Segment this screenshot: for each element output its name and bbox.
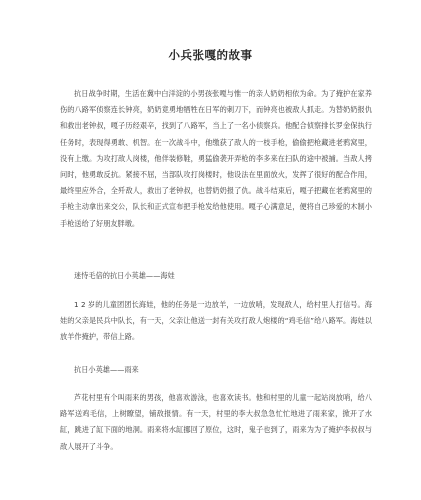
paragraph-zhang-ga-story: 抗日战争时期，生活在冀中白洋淀的小男孩张嘎与惟一的亲人奶奶相依为命。为了掩护在家养伤的八路军侦察连长钟亮，奶奶竟勇地牺牲在日军的刺刀下，而钟亮也被敌人抓走。为替奶奶报仇和救出老钟叔，嘎子历经艰辛，找到了八路军，当上了一名小侦察兵。他配合侦察排长罗金保执行任务时，表现得勇敢、机智。在一次战斗中，他缴获了敌人的一枝手枪，偷偷把枪藏进老鸦窝里，没有上缴。为攻打敌人岗楼，他佯装修鞋，勇猛偷袭开弄枪的李多来在扫队的途中被捕。当敌人拷问时，他勇敢反抗。紧接不屈，当部队攻打岗楼时，他设法在里面放火，发挥了很好的配合作用，最终里应外合，全歼敌人，救出了老钟叔，也替奶奶报了仇。战斗结束后，嘎子把藏在老鸦窝里的手枪主动拿出来交公，队长和正式宣布把手枪发给他使用。嘎子心满意足，便将自己珍爱的木制小手枪送给了好朋友胖墩。 <box>60 89 372 228</box>
paragraph-yu-lai-story: 芦花村里有个叫雨来的男孩，他喜欢游泳，也喜欢读书。他和村里的儿童一起站岗放哨，给八路军送鸡毛信，上树瞭望，铺敌报情。有一天，村里的李大叔急急忙忙地进了雨来家，掀开了水缸，跳进了缸下面的地洞。雨来将水缸挪回了原位，这时，鬼子也到了，雨来为为了掩护李叔叔与敌人展开了斗争。 <box>60 393 372 451</box>
section-heading-hai-wa: 迷恃毛倍的抗日小英雄——海娃 <box>74 271 175 280</box>
section-heading-yu-lai: 抗日小英雄——雨来 <box>74 365 139 374</box>
paragraph-hai-wa-story: 1 2 岁的儿童团团长海娃，他的任务是一边放羊，一边放哨，发现敌人，给村里人打信号。海娃的父亲是民兵中队长，有一天，父亲让他送一封有关攻打敌人炮楼的“鸡毛信”给八路军。海娃以放羊作掩护，带信上路。 <box>60 300 372 342</box>
document-title: 小兵张嘎的故事 <box>168 48 253 62</box>
